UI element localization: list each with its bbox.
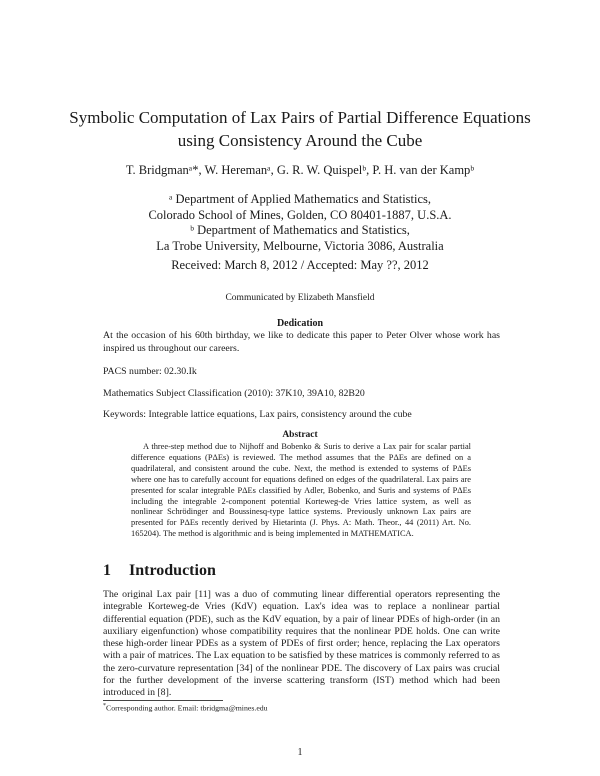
msc-classification: Mathematics Subject Classification (2010): 37K10, 39A10, 82B20 bbox=[103, 388, 365, 399]
received-dates: Received: March 8, 2012 / Accepted: May ??, 2012 bbox=[171, 258, 429, 272]
affiliation-b-line1: ᵇ Department of Mathematics and Statistics, bbox=[190, 223, 410, 237]
footnote-mark: * bbox=[103, 703, 106, 709]
author-list: T. Bridgmanᵃ*, W. Heremanᵃ, G. R. W. Quispelᵇ, P. H. van der Kampᵇ bbox=[125, 163, 475, 177]
affiliation-b-line2: La Trobe University, Melbourne, Victoria 3086, Australia bbox=[156, 238, 444, 253]
keywords: Keywords: Integrable lattice equations, Lax pairs, consistency around the cube bbox=[103, 409, 412, 420]
communicated-by: Communicated by Elizabeth Mansfield bbox=[225, 293, 375, 303]
introduction-paragraph: The original Lax pair [11] was a duo of commuting linear differential operators representing the integrable Korteweg-de Vries (KdV) equation. Lax's idea was to replace a nonlinear partial differential equation (PDE), such as the KdV equation, by a pair of linear PDEs of high-order (in an auxiliary eigenfunction) whose compatibility requires that the nonlinear PDE holds. One can write these high-order linear PDEs as a system of PDEs of first order; hence, replacing the Lax operators with a pair of matrices. The Lax equation to be satisfied by these matrices is commonly referred to as the zero-curvature representation [34] of the nonlinear PDE. The discovery of Lax pairs was crucial for the further development of the inverse scattering transform (IST) method which had been introduced in [8]. bbox=[103, 589, 500, 699]
section-heading bbox=[103, 562, 216, 580]
abstract-text: A three-step method due to Nijhoff and Bobenko & Suris to derive a Lax pair for scalar partial difference equations (PΔEs) is reviewed. The method assumes that the PΔEs are defined on a quadrilateral, and consistent around the cube. Next, the method is extended to systems of PΔEs where one has to carefully account for equations defined on edges of the quadrilateral. Lax pairs are presented for scalar integrable PΔEs classified by Adler, Bobenko, and Suris and systems of PΔEs including the integrable 2-component potential Korteweg-de Vries lattice system, as well as nonlinear Schrödinger and Boussinesq-type lattice systems. Previously unknown Lax pairs are presented for PΔEs recently derived by Hietarinta (J. Phys. A: Math. Theor., 44 (2011) Art. No. 165204). The method is algorithmic and is being implemented in MATHEMATICA. bbox=[131, 442, 471, 539]
abstract-heading: Abstract bbox=[282, 430, 318, 440]
affiliation-a-line1: ᵃ Department of Applied Mathematics and Statistics, bbox=[168, 192, 432, 206]
page-number: 1 bbox=[297, 747, 303, 758]
affiliations bbox=[40, 192, 560, 254]
dedication-text: At the occasion of his 60th birthday, we like to dedicate this paper to Peter Olver whose work has inspired us throughout our careers. bbox=[103, 330, 500, 354]
affiliation-a-line2: Colorado School of Mines, Golden, CO 80401-1887, U.S.A. bbox=[148, 207, 452, 222]
paper-title: Symbolic Computation of Lax Pairs of Partial Difference Equations using Consistency Around the Cube bbox=[69, 108, 531, 150]
footnote bbox=[103, 703, 268, 713]
footnote-rule bbox=[103, 700, 223, 701]
pacs-number: PACS number: 02.30.Ik bbox=[103, 366, 197, 377]
footnote-text: Corresponding author. Email: tbridgma@mines.edu bbox=[106, 703, 268, 713]
section-number: 1 bbox=[103, 562, 111, 579]
dedication-heading: Dedication bbox=[276, 318, 324, 329]
section-title: Introduction bbox=[129, 562, 216, 579]
